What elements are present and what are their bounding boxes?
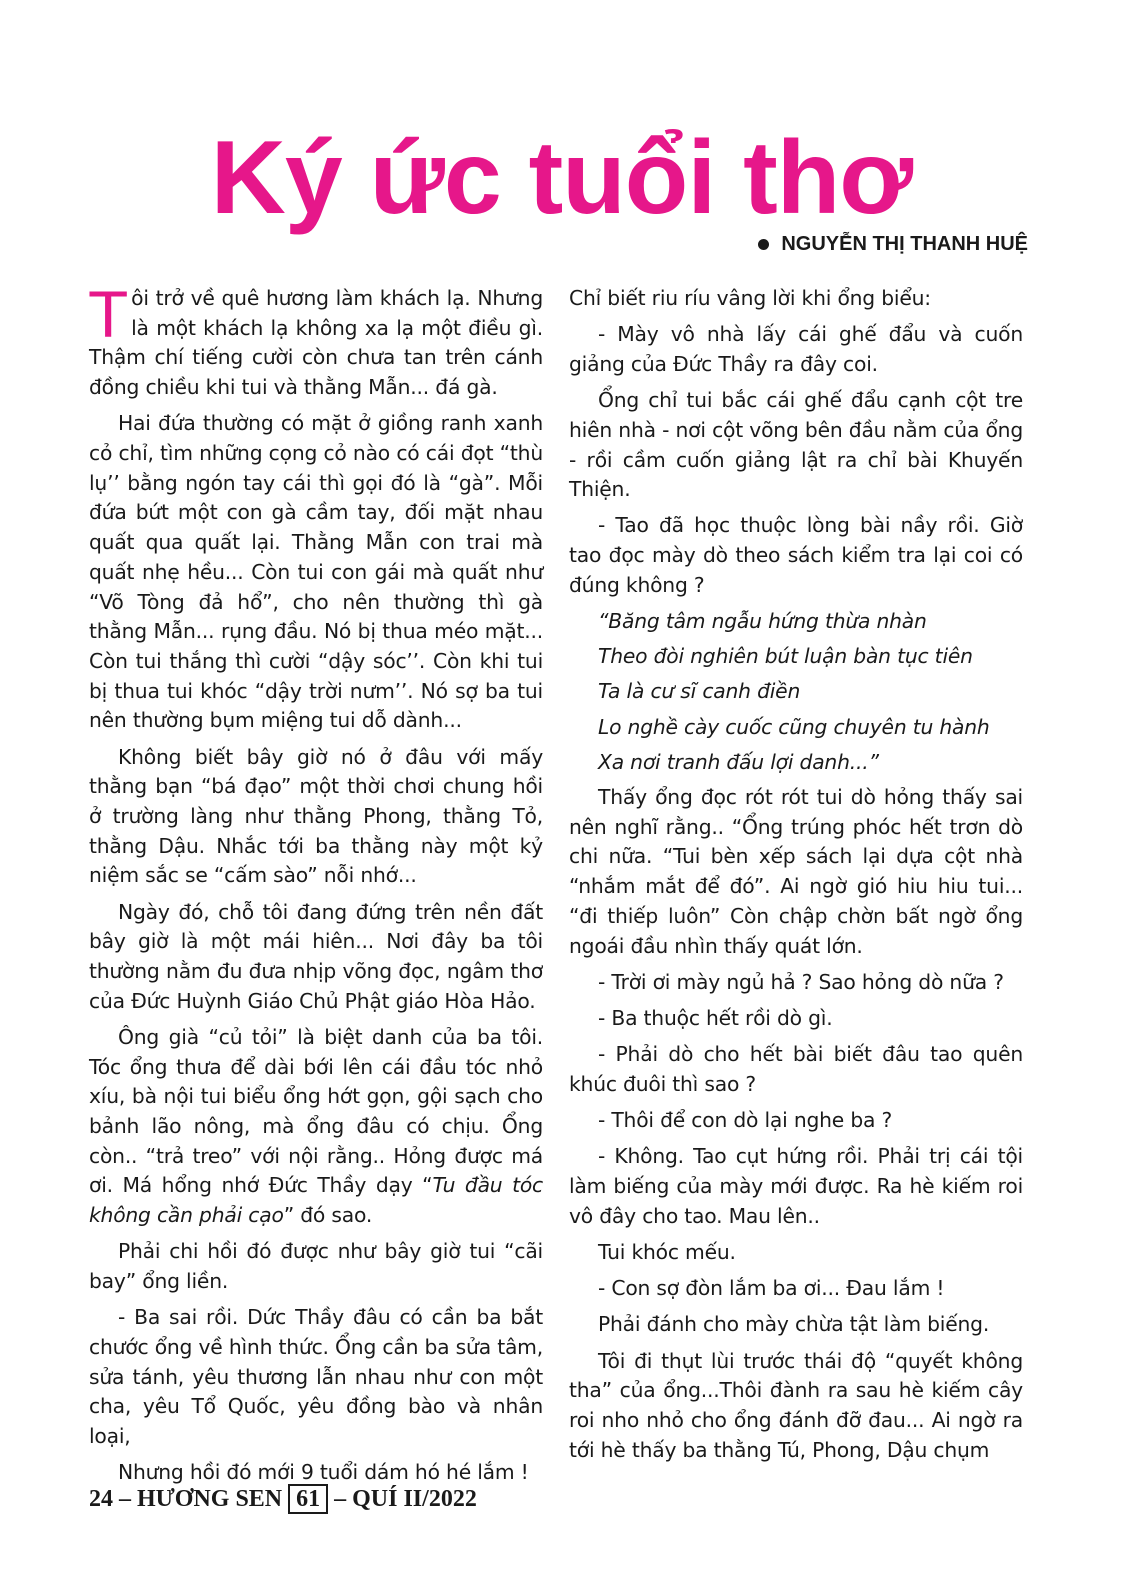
paragraph: Không biết bây giờ nó ở đâu với mấy thằng bạn “bá đạo” một thời chơi chung hồi ở trường làng như thằng Phong, thằng Tỏ, thằng Dậu. Nhắc tới ba thằng này một kỷ niệm sắc se “cấm sào” nỗi nhớ... <box>89 744 543 888</box>
paragraph: Phải đánh cho mày chừa tật làm biếng. <box>598 1312 990 1337</box>
footer-dash: – <box>334 1485 347 1512</box>
drop-cap: T <box>88 277 129 351</box>
right-column <box>569 284 1023 1472</box>
paragraph: Tui khóc mếu. <box>598 1239 736 1264</box>
poem-line: Theo đòi nghiên bút luận bàn tục tiên <box>598 644 973 669</box>
paragraph: Chỉ biết riu ríu vâng lời khi ổng biểu: <box>569 286 931 310</box>
paragraph: - Trời ơi mày ngủ hả ? Sao hỏng dò nữa ? <box>598 969 1004 994</box>
paragraph: - Con sợ đòn lắm ba ơi... Đau lắm ! <box>598 1276 945 1301</box>
magazine-name: HƯƠNG SEN <box>137 1485 283 1512</box>
bullet-icon <box>758 239 769 250</box>
paragraph-text-end: ” đó sao. <box>283 1203 373 1228</box>
author-name: NGUYỄN THỊ THANH HUỆ <box>781 233 1028 255</box>
paragraph-with-quote <box>89 1023 543 1231</box>
issue-number: 61 <box>288 1484 328 1514</box>
paragraph: - Tao đã học thuộc lòng bài nầy rồi. Giờ tao đọc mày dò theo sách kiểm tra lại coi có đúng không ? <box>569 513 1023 597</box>
paragraph: Nhưng hồi đó mới 9 tuổi dám hó hé lắm ! <box>118 1460 529 1485</box>
author-byline <box>758 233 1028 256</box>
paragraph: - Ba thuộc hết rồi dò gì. <box>598 1005 833 1030</box>
paragraph: Ngày đó, chỗ tôi đang đứng trên nền đất bây giờ là một mái hiên... Nơi đây ba tôi thường nằm đu đưa nhịp võng đọc, ngâm thơ của Đức Huỳnh Giáo Chủ Phật giáo Hòa Hảo. <box>89 899 543 1013</box>
poem-line: Ta là cư sĩ canh điền <box>598 679 801 704</box>
paragraph: Thấy ổng đọc rót rót tui dò hỏng thấy sai nên nghĩ rằng.. “Ổng trúng phóc hết trơn dò chi nữa. “Tui bèn xếp sách lại dựa cột nhà “nhắm mắt để đó”. Ai ngờ gió hiu hiu tui... “đi thiếp luôn” Còn chập chờn bất ngờ ổng ngoái đầu nhìn thấy quát lớn. <box>569 785 1023 958</box>
footer-dash: – <box>119 1485 131 1512</box>
paragraph: Tôi đi thụt lùi trước thái độ “quyết không tha” của ổng...Thôi đành ra sau hè kiếm cây roi nho nhỏ cho ổng đánh đỡ đau... Ai ngờ ra tới hè thấy ba thằng Tú, Phong, Dậu chụm <box>569 1348 1023 1462</box>
page-footer <box>89 1484 477 1514</box>
first-paragraph-text: ôi trở về quê hương làm khách lạ. Nhưng là một khách lạ không xa lạ một điều gì. Thậm chí tiếng cười còn chưa tan trên cánh đồng chiều khi tui và thằng Mẫn... đá gà. <box>89 286 543 400</box>
paragraph: - Ba sai rồi. Dức Thầy đâu có cần ba bắt chước ổng về hình thức. Ổng cần ba sửa tâm, sửa tánh, yêu thương lẫn nhau như con một cha, yêu Tổ Quốc, yêu đồng bào và nhân loại, <box>89 1305 543 1449</box>
paragraph: - Thôi để con dò lại nghe ba ? <box>598 1108 893 1133</box>
issue-period: QUÍ II/2022 <box>352 1485 477 1512</box>
poem-line: Xa nơi tranh đấu lợi danh...” <box>598 749 879 774</box>
paragraph-text: Ông già “củ tỏi” là biệt danh của ba tôi. Tóc ổng thưa để dài bới lên cái đầu tóc nhỏ xíu, bà nội tui biểu ổng hớt gọn, gội sạch cho bảnh lão nông, mà ổng đâu có chịu. Ổng còn.. “trả treo” với nội rằng.. Hỏng được má ơi. Má hổng nhớ Đức Thầy dạy “ <box>89 1024 543 1198</box>
first-paragraph <box>88 277 543 403</box>
article-title: Ký ức tuổi thơ <box>210 120 913 236</box>
paragraph: - Mày vô nhà lấy cái ghế đẩu và cuốn giảng của Đức Thầy ra đây coi. <box>569 322 1023 376</box>
italic-quote: Tu đầu tóc không cần phải cạo <box>89 1173 543 1228</box>
paragraph: Phải chi hồi đó được như bây giờ tui “cãi bay” ổng liền. <box>89 1239 543 1293</box>
paragraph: Hai đứa thường có mặt ở giồng ranh xanh cỏ chỉ, tìm những cọng cỏ nào có cái đọt “thù lụ’’ bằng ngón tay cái thì gọi đó là “gà”. Mỗi đứa bứt một con gà cầm tay, đối mặt nhau quất qua quất lại. Thằng Mẫn con trai mà quất nhẹ hều... Còn tui con gái mà quất như “Võ Tòng đả hổ”, cho nên thường thì gà thằng Mẫn... rụng đầu. Nó bị thua méo mặt... Còn tui thắng thì cười “dậy sóc’’. Còn khi tui bị thua tui khóc “dậy trời nưm’’. Nó sợ ba tui nên thường bụm miệng tui dỗ dành... <box>89 411 543 733</box>
paragraph: - Không. Tao cụt hứng rồi. Phải trị cái tội làm biếng của mày mới được. Ra hè kiếm roi vô đây cho tao. Mau lên.. <box>569 1144 1023 1228</box>
left-column <box>88 277 543 1494</box>
paragraph: Ổng chỉ tui bắc cái ghế đẩu cạnh cột tre hiên nhà - nơi cột võng bên đầu nằm của ổng - rồi cầm cuốn giảng lật ra chỉ bài Khuyến Thiện. <box>569 388 1023 502</box>
page-number: 24 <box>89 1485 113 1512</box>
paragraph: - Phải dò cho hết bài biết đâu tao quên khúc đuôi thì sao ? <box>569 1042 1023 1096</box>
poem-line: Lo nghề cày cuốc cũng chuyên tu hành <box>598 714 990 739</box>
poem-line: “Băng tâm ngẫu hứng thừa nhàn <box>598 609 927 634</box>
